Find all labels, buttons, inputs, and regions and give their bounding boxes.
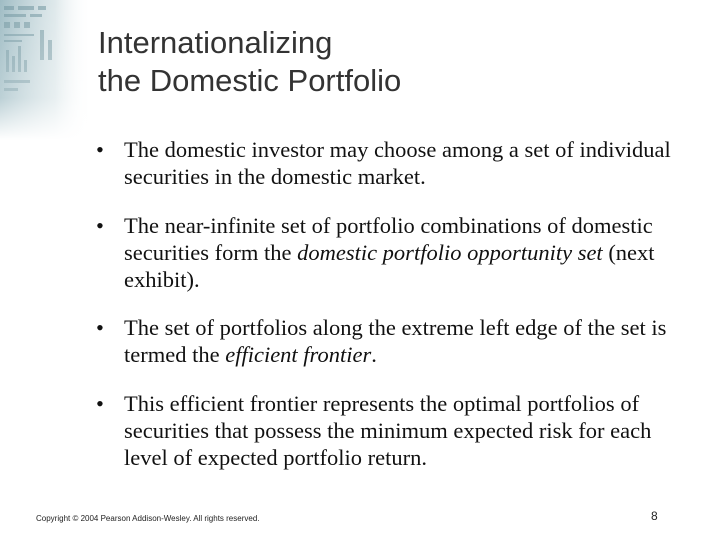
bullet-item [96, 136, 696, 190]
bullet-list [96, 136, 696, 493]
slide-title-line1: Internationalizing [98, 25, 333, 60]
bullet-item [96, 212, 696, 293]
bullet-marker: • [96, 137, 104, 162]
bullet-marker: • [96, 391, 104, 416]
bullet-item [96, 314, 696, 368]
copyright-footer: Copyright © 2004 Pearson Addison-Wesley. All rights reserved. [36, 514, 260, 523]
bullet-marker: • [96, 213, 104, 238]
bullet-emphasis: domestic portfolio opportunity set [297, 240, 603, 265]
bullet-text-tail: (next exhibit). [124, 240, 655, 292]
bullet-text: The near-infinite set of portfolio combinations of domestic securities form the [124, 213, 653, 265]
slide-title [98, 24, 698, 100]
bullet-text-tail: . [371, 342, 377, 367]
page-number: 8 [651, 509, 658, 523]
corner-decoration-image [0, 0, 92, 140]
bullet-text: The set of portfolios along the extreme left edge of the set is termed the [124, 315, 667, 367]
bullet-emphasis: efficient frontier [225, 342, 372, 367]
bullet-marker: • [96, 315, 104, 340]
slide-title-line2: the Domestic Portfolio [98, 63, 402, 98]
bullet-text: This efficient frontier represents the optimal portfolios of securities that possess the minimum expected risk for each level of expected portfolio return. [124, 391, 652, 470]
bullet-text: The domestic investor may choose among a set of individual securities in the domestic market. [124, 137, 671, 189]
bullet-item [96, 390, 696, 471]
